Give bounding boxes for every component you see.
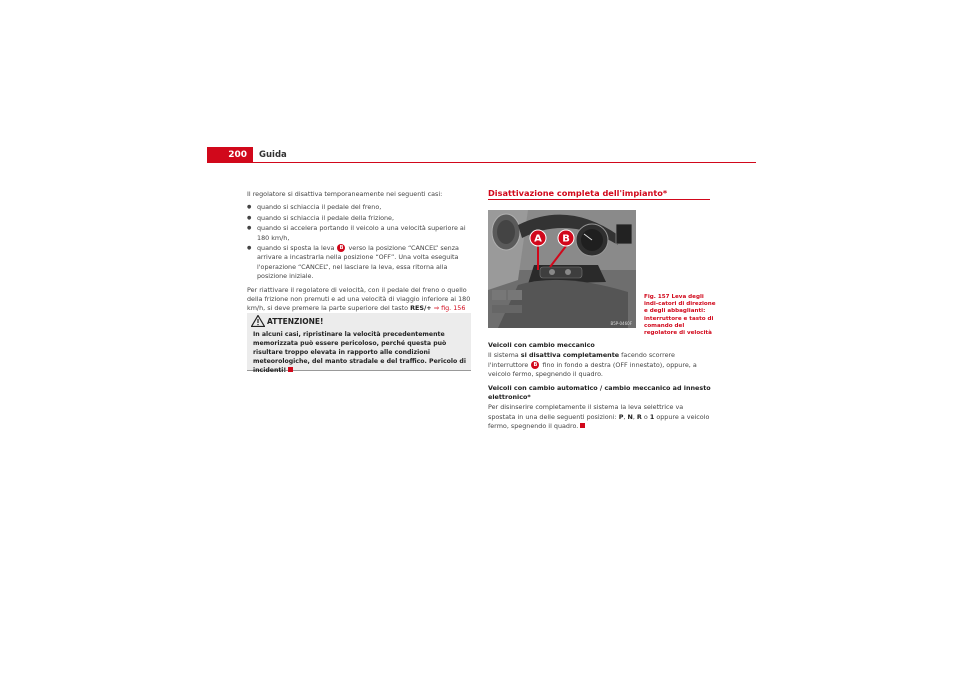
gear-position: 1 (649, 412, 655, 421)
text-run: fino in fondo a destra (OFF innestato), oppure, a veicolo fermo, spegnendo il quadro. (488, 360, 697, 379)
separator: , (623, 412, 628, 421)
warning-triangle-icon (251, 315, 265, 327)
header-rule (207, 162, 756, 163)
gear-position: N (627, 412, 633, 421)
right-column (488, 341, 712, 436)
separator: o (641, 412, 650, 421)
section-title: Guida (259, 150, 287, 160)
figure-label-b: B (562, 233, 570, 245)
separator: , (632, 412, 637, 421)
right-section-title: Disattivazione completa dell'impianto* (488, 188, 668, 198)
gear-position: P (618, 412, 624, 421)
page-number: 200 (207, 147, 253, 163)
warning-title: ATTENZIONE! (267, 317, 324, 326)
title-rule (488, 199, 710, 200)
manual-text (488, 351, 712, 379)
bullet-list (247, 203, 471, 281)
auto-text (488, 403, 712, 431)
left-column (247, 190, 471, 327)
figure-code: B5P-0460F (610, 321, 632, 326)
auto-heading: Veicoli con cambio automatico / cambio meccanico ad innesto elettronico* (488, 383, 711, 402)
manual-heading: Veicoli con cambio meccanico (488, 341, 595, 349)
key-badge-b: B (531, 361, 539, 369)
figure-label-a: A (534, 233, 542, 245)
list-item: ● quando si accelera portando il veicolo a una velocità superiore ai 180 km/h, (247, 224, 471, 243)
list-item: ● quando si schiaccia il pedale della frizione, (247, 214, 471, 223)
figure-caption: Fig. 157 Leva degli indi-catori di direzione e degli abbaglianti: interruttore e tasto di comando del regolatore di velocità (644, 294, 716, 337)
text-run: Il sistema (488, 351, 519, 360)
text-run: Per riattivare il regolatore di velocità, con il pedale del freno o quello della frizione non premuti e ad una velocità di viaggio inferiore ai 180 km/h, si deve premere la parte superiore del tasto (247, 285, 471, 313)
text-run: oppure a veicolo fermo, spegnendo il quadro. (488, 412, 710, 431)
steering-lever-figure (488, 210, 636, 328)
bullet-text: verso la posizione “CANCEL” senza arrivare a incastrarla nella posizione “OFF”. Una volta eseguita l'operazione “CANCEL”, nel lasciare la leva, essa ritorna alla posizione iniziale. (257, 244, 459, 281)
warning-text (253, 330, 467, 375)
list-item: ● quando si schiaccia il pedale del freno, (247, 203, 471, 212)
figure-ref-link[interactable]: ⇒ fig. 156 (433, 304, 466, 313)
end-marker-icon (288, 367, 293, 372)
text-run: Per disinserire completamente il sistema la leva selettrice va spostata in una delle seguenti posizioni: (488, 403, 684, 421)
text-run: In alcuni casi, ripristinare la velocità precedentemente memorizzata può essere pericoloso, perché questa può risultare troppo elevata in rapporto alle condizioni meteorologiche, del manto stradale e del traffico. Pericolo di incidenti! (253, 331, 466, 374)
gear-position: R (636, 412, 642, 421)
text-run-bold: si disattiva completamente (520, 351, 620, 360)
res-key-label: RES/+ (410, 304, 432, 313)
key-badge-b: B (337, 244, 345, 252)
bullet-text: quando si sposta la leva (257, 244, 335, 253)
end-marker-icon (580, 423, 585, 428)
list-item (247, 244, 471, 282)
warning-box (247, 313, 471, 374)
text-run: facendo scorrere l'interruttore (488, 351, 675, 369)
intro-text: Il regolatore si disattiva temporaneamente nei seguenti casi: (247, 190, 443, 198)
